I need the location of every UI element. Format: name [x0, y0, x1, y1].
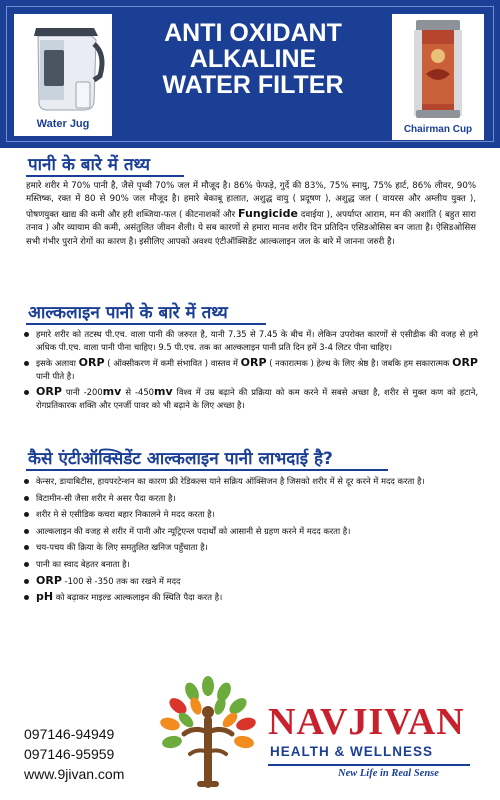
fungicide-term: Fungicide: [238, 206, 298, 220]
ph-term: pH: [36, 590, 54, 604]
bullet-icon: [24, 595, 29, 600]
bullet-icon: [24, 479, 29, 484]
list-item: [22, 328, 478, 353]
title-line-3: WATER FILTER: [162, 71, 344, 99]
list-item-text: पानी -200: [61, 387, 103, 398]
brand-divider: [268, 764, 470, 766]
orp-term: ORP: [240, 356, 267, 370]
list-item-text: -100 से -350 तक का रखने में मदद: [61, 575, 181, 586]
alkaline-facts-underline: [26, 323, 266, 325]
list-item-text: पानी पीते है।: [36, 370, 75, 381]
header-banner: [0, 0, 500, 148]
list-item-text: को बढ़ाकर माइल्ड आल्कलाइन की स्थिति पैदा करत है।: [53, 592, 223, 603]
facts-text-1: हमारे शरीर मे 70% पानी है, जैसे पृथ्वी 70% जल में मौजूद है। 86% फेफड़े, गुर्दे की 83%, 75% स्नायु, 75% हार्ट, 86% लीवर, 90% मस्तिष्क, रक्त में 80 से 90% जल मौजूद है। हमारे बेकाबू हालात, अशुद्ध वायु ( प्रदूषण ), अशुद्ध जल ( वायरस और अम्लीय युक्त ), पोषणयुक्त खाद्य की कमी और हरी शब्जिया-फल ( कीटनाशकों और: [26, 181, 476, 220]
mv-unit: mv: [154, 385, 173, 399]
bullet-icon: [24, 562, 29, 567]
benefits-list: [22, 475, 478, 608]
list-item-text: हमारे शरीर को तटस्थ पी.एच. वाला पानी की जरुरत है, यानी 7.35 से 7.45 के बीच में। लेकिन उपरोक्त कारणों से एसीडीक की वजह से हमे अधिक पी.एच. वाला पानी पीना चाहिए। 9.5 पी.एच. तक का आल्कलाइन पानी प्रति दिन हमें 3-4 लिटर पीना चाहिए।: [36, 329, 478, 352]
list-item: [22, 475, 478, 488]
list-item-text: विश्व में उम्र बढ़ाने की प्रक्रिया को कम करने में सबसे अच्छा है, शरीर से मुक्त कण को हटाने, रोगप्रतिकारक शक्ति और एनर्जी पावर को भी बढ़ाने के लिए अच्छा है।: [36, 387, 478, 410]
water-jug-label: Water Jug: [36, 118, 90, 130]
bullet-icon: [24, 579, 29, 584]
brand-subtitle: HEALTH & WELLNESS: [270, 744, 433, 759]
phone-number-1[interactable]: 097146-94949: [24, 726, 115, 742]
bullet-icon: [24, 361, 29, 366]
bullet-icon: [24, 512, 29, 517]
list-item-text: विटामीन-सी जैसा शरीर मे असर पैदा करता है।: [36, 492, 176, 503]
list-item-text: इसके अलावा: [36, 358, 79, 369]
bullet-icon: [24, 529, 29, 534]
benefits-underline: [26, 469, 388, 471]
poster-title: [112, 20, 394, 98]
brand-tagline: New Life in Real Sense: [338, 768, 439, 779]
phone-number-2[interactable]: 097146-95959: [24, 746, 115, 762]
facts-title: पानी के बारे में तथ्य: [28, 155, 150, 175]
bullet-icon: [24, 496, 29, 501]
orp-term: ORP: [452, 356, 478, 370]
list-item-text: केन्सर, डायाबिटीस, हायपरटेन्शन का कारण फ्री रेडिकल्स याने सक्रिय ऑक्सिजन है जिसको शरीर में से दूर करने में मदद करता है।: [36, 476, 425, 486]
facts-paragraph: [26, 180, 476, 249]
alkaline-facts-title: आल्कलाइन पानी के बारे में तथ्य: [28, 303, 228, 323]
list-item-text: शरीर मे से एसीडिक कचरा बहार निकालने मे मदद करता है।: [36, 509, 215, 520]
water-jug-card: [14, 14, 112, 136]
bullet-icon: [24, 332, 29, 337]
list-item: [22, 357, 478, 382]
list-item: [22, 386, 478, 411]
bullet-icon: [24, 390, 29, 395]
list-item-text: पानी का स्वाद बेहतर बनाता है।: [36, 558, 130, 569]
title-line-2: ALKALINE: [189, 45, 317, 73]
facts-text-2: दवाईया ), अपर्याप्त आराम, मन की अशांति ( बहुत सारा तनाव ) और व्यायाम की कमी, असंतुलित जीवन शैली। ये सब कारणों से हमारा मानव शरीर दिन प्रतिदिन एसिडओसिस बन जाता है। ऐसिडओसिस सभी गंभीर पुराने रोगों का कारण है। इसीलिए आपको अवश्य एंटीऑक्सिडेंट आल्कलाइन जल के बारे में जानना जरुरी है।: [26, 209, 476, 247]
water-jug-image: [14, 14, 112, 118]
title-line-1: ANTI OXIDANT: [164, 19, 342, 47]
benefits-title: कैसे एंटीऑक्सिडेंट आल्कलाइन पानी लाभदाई है?: [28, 449, 333, 469]
list-item: [22, 508, 478, 521]
brand-name: NAVJIVAN: [268, 701, 465, 743]
chairman-cup-label: Chairman Cup: [403, 124, 473, 135]
facts-underline: [26, 175, 184, 177]
list-item: [22, 525, 478, 538]
list-item: [22, 541, 478, 554]
website-link[interactable]: www.9jivan.com: [24, 766, 125, 782]
list-item: [22, 591, 478, 604]
orp-term: ORP: [36, 385, 62, 399]
alkaline-facts-list: [22, 328, 478, 416]
list-item-text: ( ऑक्सीकरण में कमी संभावित ) वास्तव में: [104, 358, 241, 369]
list-item: [22, 575, 478, 588]
list-item: [22, 558, 478, 571]
chairman-cup-card: [392, 14, 484, 140]
list-item: [22, 492, 478, 505]
orp-term: ORP: [36, 573, 62, 587]
list-item-text: से -450: [121, 387, 155, 398]
mv-unit: mv: [102, 385, 122, 399]
orp-term: ORP: [78, 356, 105, 370]
list-item-text: आल्कलाइन की वजह से शरीर में पानी और न्यूट्रिएन्ल पदार्थों को आसानी से ग्रहण करने में मदद करता है।: [36, 525, 351, 536]
list-item-text: चय-पचय की क्रिया के लिए समतुलित खनिज पहुँचाता है।: [36, 542, 208, 553]
chairman-cup-image: [392, 14, 484, 124]
bullet-icon: [24, 545, 29, 550]
tree-logo-icon: [158, 672, 258, 792]
list-item-text: ( नकारात्मक ) हेल्थ के लिए श्रेष्ठ है। जबकि हम सकारात्मक: [266, 358, 453, 369]
